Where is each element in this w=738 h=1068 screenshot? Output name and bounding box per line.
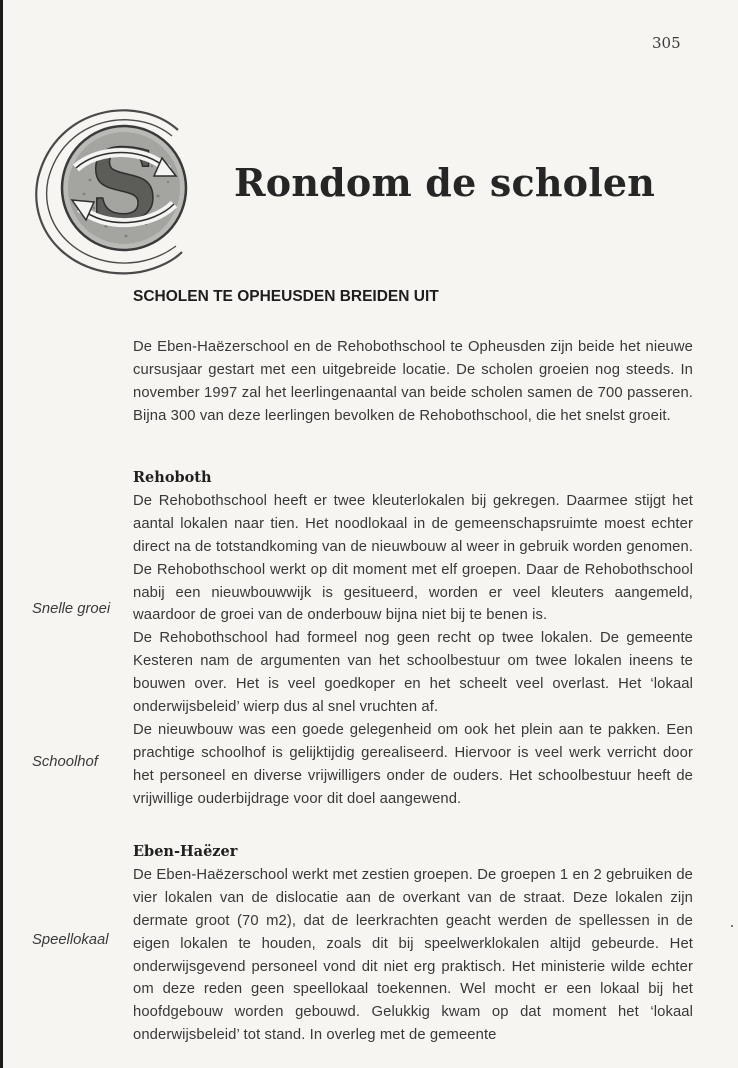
article-heading: SCHOLEN TE OPHEUSDEN BREIDEN UIT <box>133 288 439 305</box>
intro-block <box>133 336 693 428</box>
page-title: Rondom de scholen <box>234 160 656 205</box>
eben-haezer-heading: Eben-Haëzer <box>133 843 238 860</box>
rehoboth-paragraph-2: De Rehobothschool had formeel nog geen recht op twee lokalen. De gemeente Kesteren nam de argumenten van het schoolbestuur om twee lokalen ineens te bouwen over. Het is veel goedkoper en het scheelt veel overlast. Het ‘lokaal onderwijsbeleid’ wierp dus al snel vruchten af. <box>133 630 693 716</box>
schools-logo-icon <box>28 96 198 278</box>
margin-note-schoolhof: Schoolhof <box>32 754 98 770</box>
rehoboth-section <box>133 467 693 811</box>
rehoboth-paragraph-3: De nieuwbouw was een goede gelegenheid om ook het plein aan te pakken. Een prachtige schoolhof is gelijktijdig gerealiseerd. Hiervoor is veel werk verricht door het personeel en diverse vrijwilligers onder de ouders. Het schoolbestuur heeft de vrijwillige ouderbijdrage voor dit doel aangewend. <box>133 721 693 807</box>
page-number: 305 <box>652 34 681 52</box>
intro-paragraph: De Eben-Haëzerschool en de Rehobothschool te Opheusden zijn beide het nieuwe cursusjaar gestart met een uitgebreide locatie. De scholen groeien nog steeds. In november 1997 zal het leerlingenaantal van beide scholen samen de 700 passeren. Bijna 300 van deze leerlingen bevolken de Rehobothschool, die het snelst groeit. <box>133 339 693 424</box>
margin-note-snelle-groei: Snelle groei <box>32 601 111 617</box>
rehoboth-heading: Rehoboth <box>133 469 212 486</box>
eben-haezer-section <box>133 841 693 1047</box>
rehoboth-paragraph-1: De Rehobothschool heeft er twee kleuterlokalen bij gekregen. Daarmee stijgt het aantal lokalen naar tien. Het noodlokaal in de gemeenschapsruimte moest echter direct na de totstandkoming van de nieuwbouw al weer in gebruik worden genomen. De Rehobothschool werkt op dit moment met elf groepen. Daar de Rehobothschool nabij een nieuwbouwwijk is gesitueerd, worden er veel kleuters aangemeld, waardoor de groei van de onderbouw bijna niet bij te benen is. <box>133 492 693 624</box>
svg-text:S: S <box>89 128 159 241</box>
scan-speck <box>731 925 733 927</box>
margin-note-speellokaal: Speellokaal <box>32 932 109 948</box>
page-spine <box>0 0 3 1068</box>
eben-haezer-paragraph-1: De Eben-Haëzerschool werkt met zestien groepen. De groepen 1 en 2 gebruiken de vier lokalen van de dislocatie aan de overkant van de straat. Deze lokalen zijn dermate groot (70 m2), dat de leerkrachten geacht werden de spellessen in de eigen lokalen te houden, zoals dit bij speelwerklokalen altijd gebeurde. Het onderwijsgevend personeel vond dit niet erg praktisch. Het ministerie wilde echter om deze reden geen speellokaal toekennen. Wel mocht er een lokaal bij het hoofdgebouw worden gebouwd. Gelukkig kwam op dat moment het ‘lokaal onderwijsbeleid’ tot stand. In overleg met de gemeente <box>133 866 693 1044</box>
